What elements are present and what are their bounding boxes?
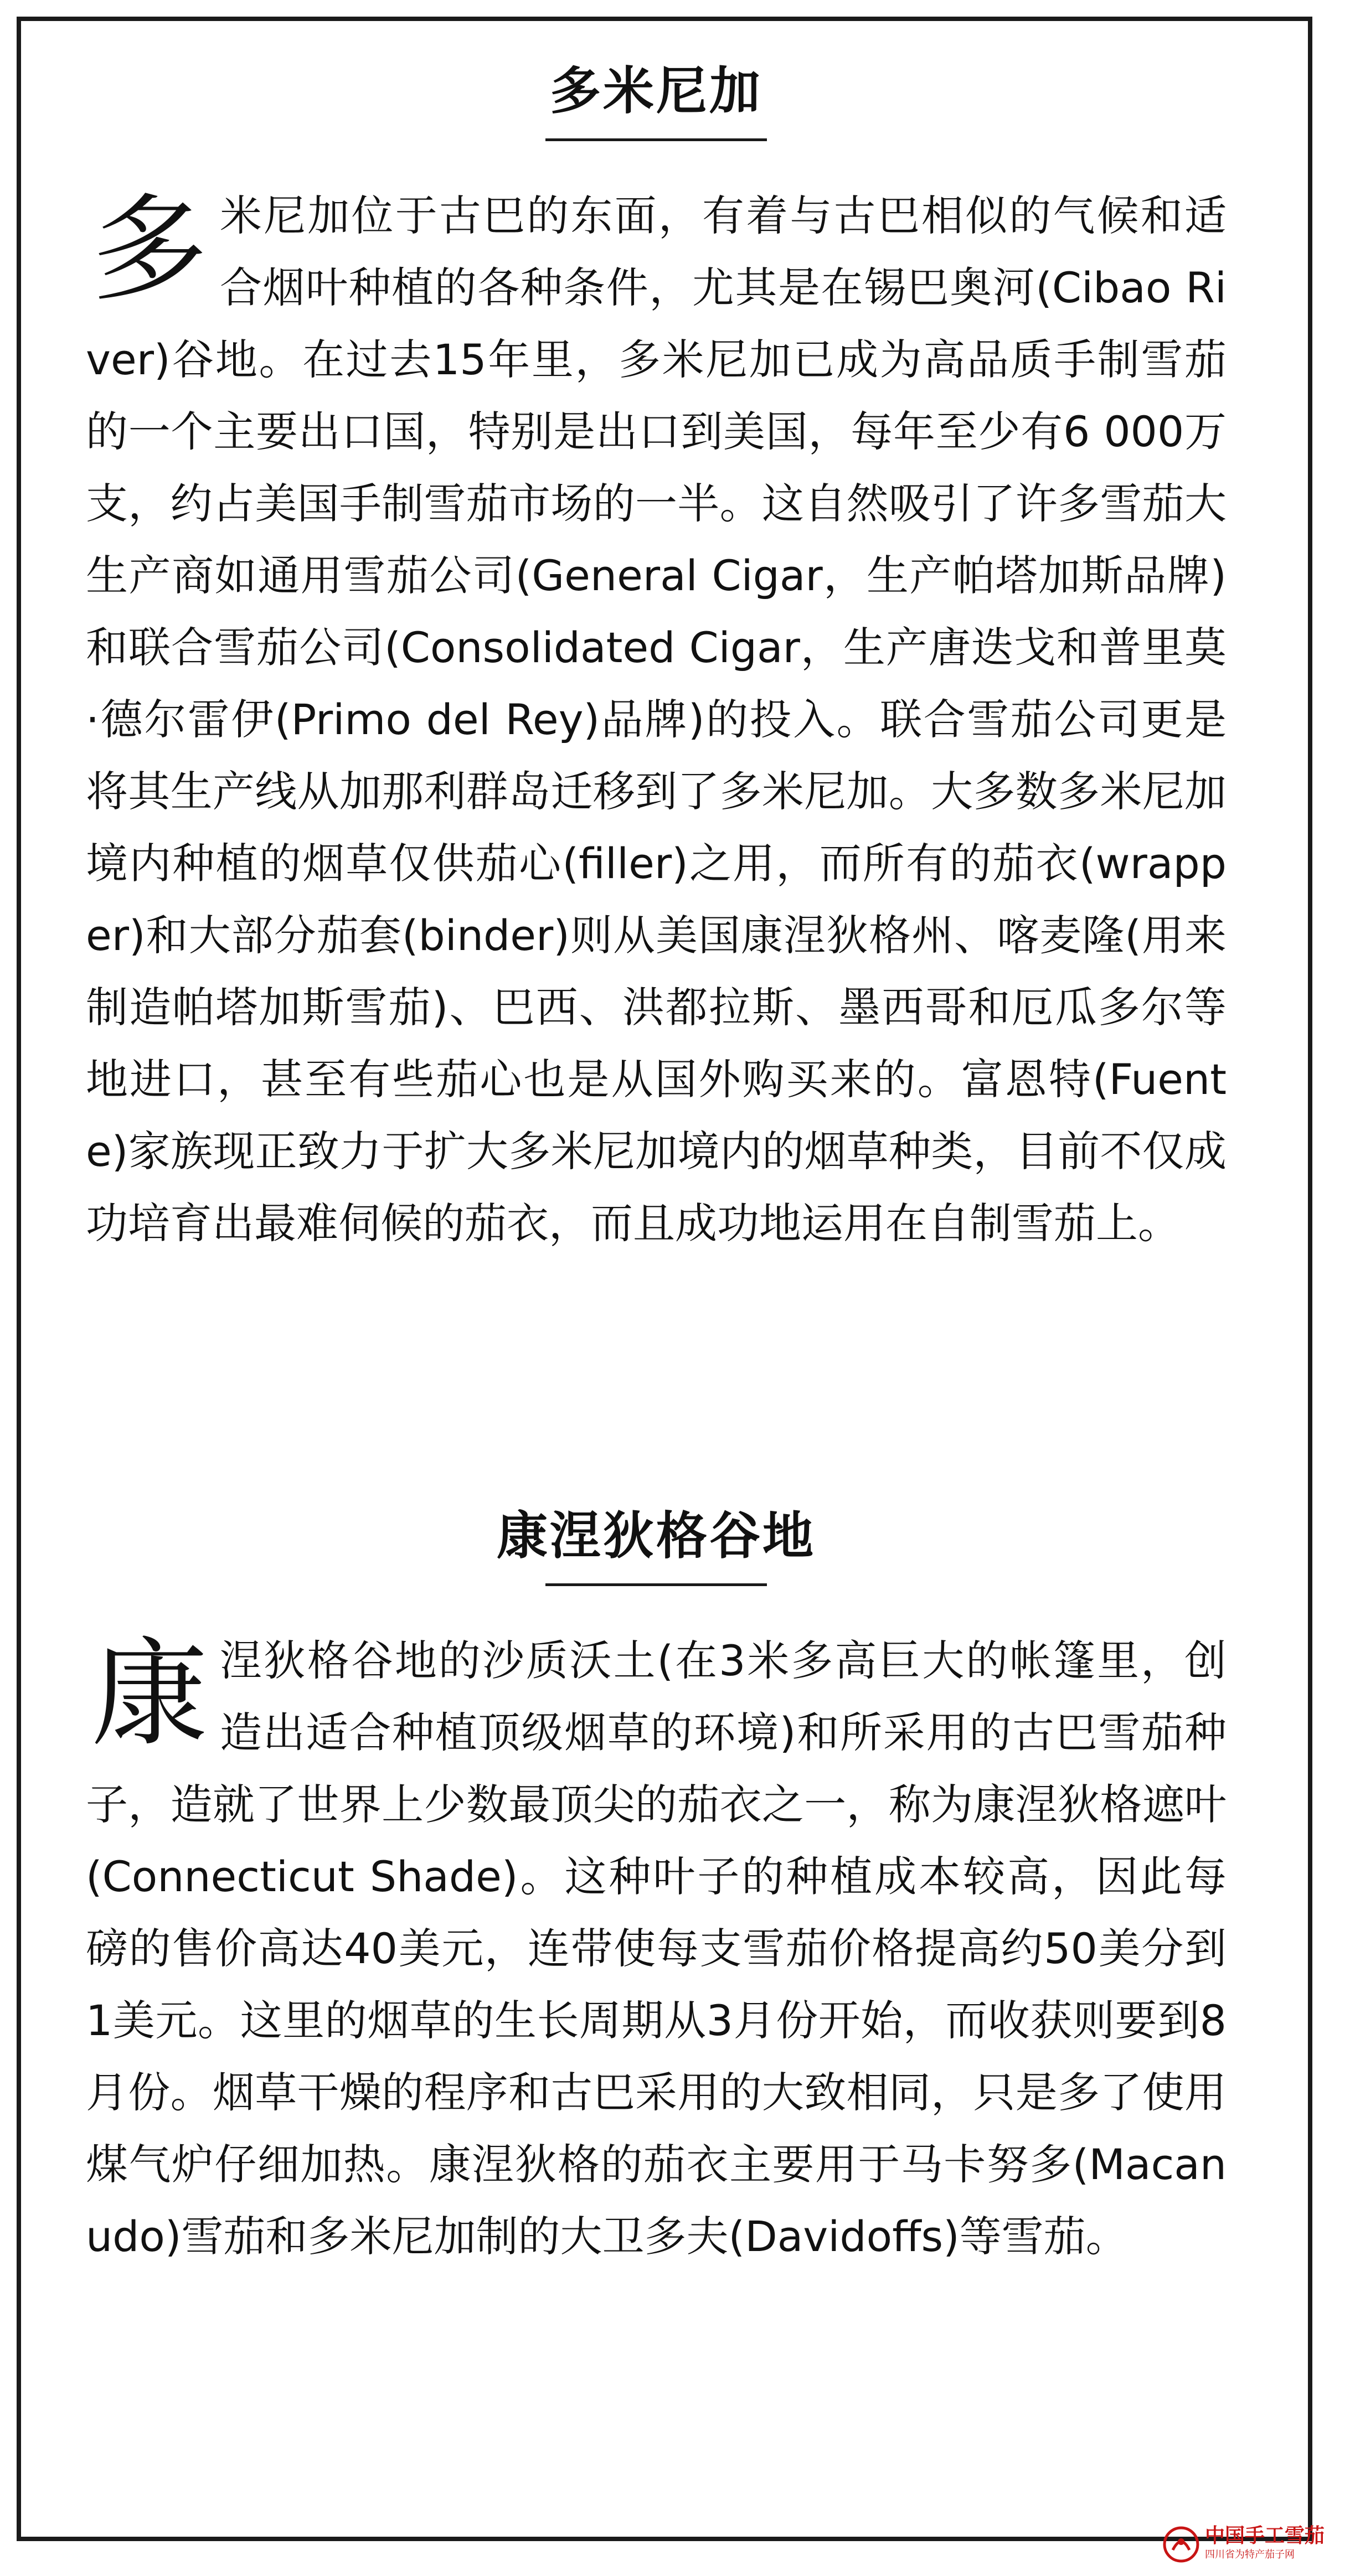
section-heading: 康涅狄格谷地 — [496, 1506, 816, 1566]
section-body-text: 米尼加位于古巴的东面，有着与古巴相似的气候和适合烟叶种植的各种条件，尤其是在锡巴奥河(Cibao River)谷地。在过去15年里，多米尼加已成为高品质手制雪茄的一个主要出口国，特别是出口到美国，每年至少有6 000万支，约占美国手制雪茄市场的一半。这自然吸引了许多雪茄大生产商如通用雪茄公司(General Cigar，生产帕塔加斯品牌)和联合雪茄公司(Consolidated Cigar，生产唐迭戈和普里莫·德尔雷伊(Primo del Rey)品牌)的投入。联合雪茄公司更是将其生产线从加那利群岛迁移到了多米尼加。大多数多米尼加境内种植的烟草仅供茄心(filler)之用，而所有的茄衣(wrapper)和大部分茄套(binder)则从美国康涅狄格州、喀麦隆(用来制造帕塔加斯雪茄)、巴西、洪都拉斯、墨西哥和厄瓜多尔等地进口，甚至有些茄心也是从国外购买来的。富恩特(Fuente)家族现正致力于扩大多米尼加境内的烟草种类，目前不仅成功培育出最难伺候的茄衣，而且成功地运用在自制雪茄上。 — [86, 191, 1227, 1248]
drop-cap: 康 — [91, 1627, 208, 1763]
watermark-title: 中国手工雪茄 — [1205, 2525, 1325, 2547]
cigar-logo-icon — [1162, 2525, 1200, 2564]
section-body-text: 涅狄格谷地的沙质沃土(在3米多高巨大的帐篷里，创造出适合种植顶级烟草的环境)和所采用的古巴雪茄种子，造就了世界上少数最顶尖的茄衣之一，称为康涅狄格遮叶(Connecticut Shade)。这种叶子的种植成本较高，因此每磅的售价高达40美元，连带使每支雪茄价格提高约50美分到1美元。这里的烟草的生长周期从3月份开始，而收获则要到8月份。烟草干燥的程序和古巴采用的大致相同，只是多了使用煤气炉仔细加热。康涅狄格的茄衣主要用于马卡努多(Macanudo)雪茄和多米尼加制的大卫多夫(Davidoffs)等雪茄。 — [86, 1636, 1227, 2262]
section-heading: 多米尼加 — [549, 61, 762, 121]
watermark-logo — [1162, 2525, 1325, 2564]
section-connecticut — [86, 1506, 1227, 2273]
drop-cap: 多 — [91, 182, 208, 318]
section-body — [86, 1625, 1227, 2273]
section-dominican — [86, 61, 1227, 1259]
watermark-subtitle: 四川省为特产茄子网 — [1205, 2549, 1295, 2560]
section-body — [86, 180, 1227, 1259]
